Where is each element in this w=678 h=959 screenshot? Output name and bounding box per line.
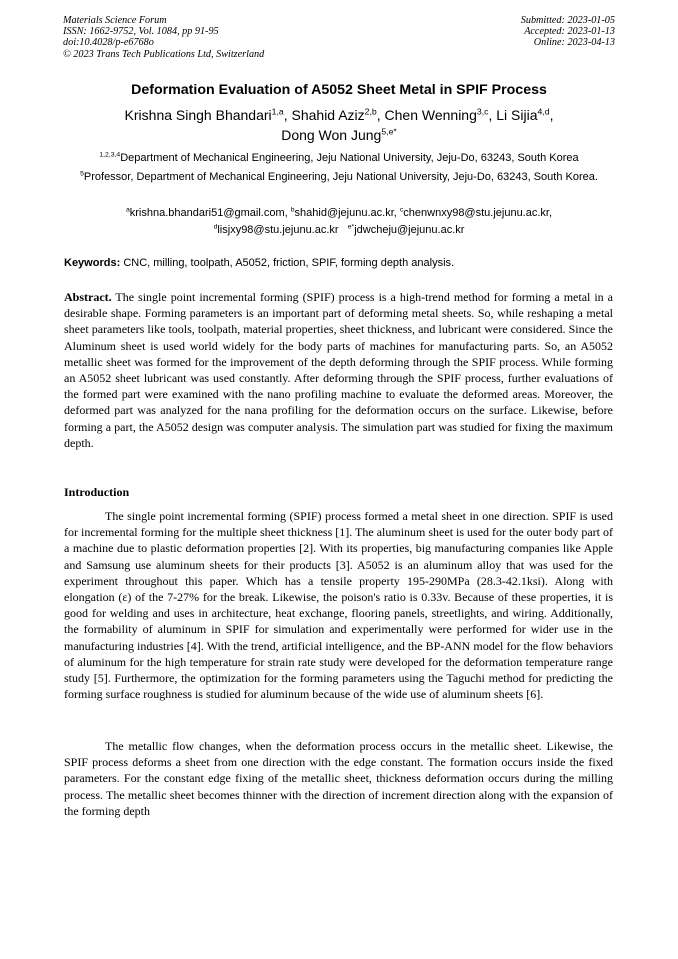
author-sup: 2,b xyxy=(364,106,377,117)
affiliation-1: $^{1,2,3,4}$Department of Mechanical Engineering, Jeju National University, Jeju-Do, 63243, South Korea xyxy=(99,151,579,164)
doi: doi:10.4028/p-e6768o xyxy=(63,37,154,49)
submitted-date: Submitted: 2023-01-05 xyxy=(520,15,615,26)
author-name: Dong Won Jung xyxy=(281,127,382,143)
author-sup: 3,c xyxy=(476,106,489,117)
author-name: Chen Wenning xyxy=(384,107,477,123)
author-name: Shahid Aziz xyxy=(291,107,365,123)
online-date: Online: 2023-04-13 xyxy=(533,37,615,49)
issn: ISSN: 1662-9752, Vol. 1084, pp 91-95 xyxy=(63,26,219,38)
paper-title: Deformation Evaluation of A5052 Sheet Metal in SPIF Process xyxy=(131,82,547,98)
accepted-date: Accepted: 2023-01-13 xyxy=(524,26,615,38)
abstract-label: Abstract. xyxy=(64,290,112,304)
author-sup: 5,e* xyxy=(381,126,397,137)
affiliation-2: $^5$Professor, Department of Mechanical Engineering, Jeju National University, Jeju-Do, 63243, South Korea. xyxy=(80,170,598,183)
copyright: © 2023 Trans Tech Publications Ltd, Switzerland xyxy=(63,48,265,60)
keywords-label: Keywords: xyxy=(64,257,121,269)
abstract xyxy=(64,289,613,451)
keywords-text: CNC, milling, toolpath, A5052, friction, SPIF, forming depth analysis. xyxy=(123,257,455,269)
author-sup: 1,a xyxy=(271,106,284,117)
email-list: $^a$krishna.bhandari51@gmail.com, $^b$shahid@jejunu.ac.kr, $^c$chenwnxy98@stu.jejunu.ac.kr, $^d$lisjxy98@stu.jejunu.ac.kr $^{e*}$jdwcheju@jejunu.ac.kr xyxy=(125,206,553,236)
email: chenwnxy98@stu.jejunu.ac.kr, xyxy=(403,207,553,219)
dates-info xyxy=(521,15,615,49)
introduction-heading: Introduction xyxy=(64,485,130,499)
email: lisjxy98@stu.jejunu.ac.kr xyxy=(217,224,345,236)
author-list: Krishna Singh Bhandari$^{1,a}$, Shahid Aziz$^{2,b}$, Chen Wenning$^{3,c}$, Li Sijia$^{4,d}$, Dong Won Jung$^{5,e*}$ xyxy=(124,106,554,143)
email: shahid@jejunu.ac.kr, xyxy=(294,207,400,219)
email: krishna.bhandari51@gmail.com, xyxy=(129,207,291,219)
abstract-text: The single point incremental forming (SPIF) process is a high-trend method for forming a metal in a desirable shape. Forming parameters is an important part of deforming metal sheets. So, while reshaping a metal sheet parameters like tools, toolpath, material properties, sheet thickness, and lubricant were considered. Since the Aluminum sheet is used world widely for the body parts of machines for manufacturing parts. So, an A5052 metallic sheet was formed for the improvement of the depth deforming through the SPIF process. While forming an A5052 sheet lubricant was used constantly. After deforming through the SPIF process, further evaluations of the formed part were examined with the nano profiling machine to evaluate the deformed areas. Moreover, the deformed part was analyzed for the nana profiling for the deformation occurs on the surface. Likewise, before forming a part, the A5052 design was computer analysis. The simulation part was studied for fixing the maximum depth. xyxy=(64,290,613,450)
keywords xyxy=(64,255,624,271)
author-sup: 4,d xyxy=(537,106,550,117)
author-name: Li Sijia xyxy=(496,107,538,123)
journal-info xyxy=(63,15,264,60)
journal-name: Materials Science Forum xyxy=(63,15,167,26)
intro-paragraph-2: The metallic flow changes, when the deformation process occurs in the metallic sheet. Likewise, the SPIF process deforms a sheet from one direction with the edge constant. The formation occurs inside the fixed parameters. For the constant edge fixing of the metallic sheet, thickness deformation occurs during the milling process. The metallic sheet becomes thinner with the direction of increment direction along with the expansion of the forming depth xyxy=(64,739,613,818)
intro-paragraph-1: The single point incremental forming (SPIF) process formed a metal sheet in one direction. SPIF is used for incremental forming for the multiple sheet thickness [1]. The aluminum sheet is used for the outer body part of a machine due to plastic deformation properties [2]. With its properties, big manufacturing companies like Apple and Samsung use aluminum sheets for their products [3]. A5052 is an aluminum alloy that was used for the experiment throughout this paper. Which has a tensile property 195-290MPa (28.3-42.1ksi). Along with elongation (ε) of the 7-27% for the break. Likewise, the poison's ratio is 0.33v. Because of these properties, it is good for welding and uses in architecture, heat exchange, flooring panels, streetlights, and wiring. Additionally, the formability of aluminum in SPIF for simulation and experimentally were performed for wider use in the manufacturing industries [4]. With the trend, artificial intelligence, and the BP-ANN model for the flow behaviors of aluminum for the high temperature for strain rate study were developed for the deformation temperature range study [5]. Furthermore, the optimization for the forming parameters using the Taguchi method for predicting the forming surface roughness is studied for aluminum because of the wide use of aluminum sheets [6]. xyxy=(64,509,613,702)
email: jdwcheju@jejunu.ac.kr xyxy=(354,224,465,236)
author-name: Krishna Singh Bhandari xyxy=(124,107,272,123)
